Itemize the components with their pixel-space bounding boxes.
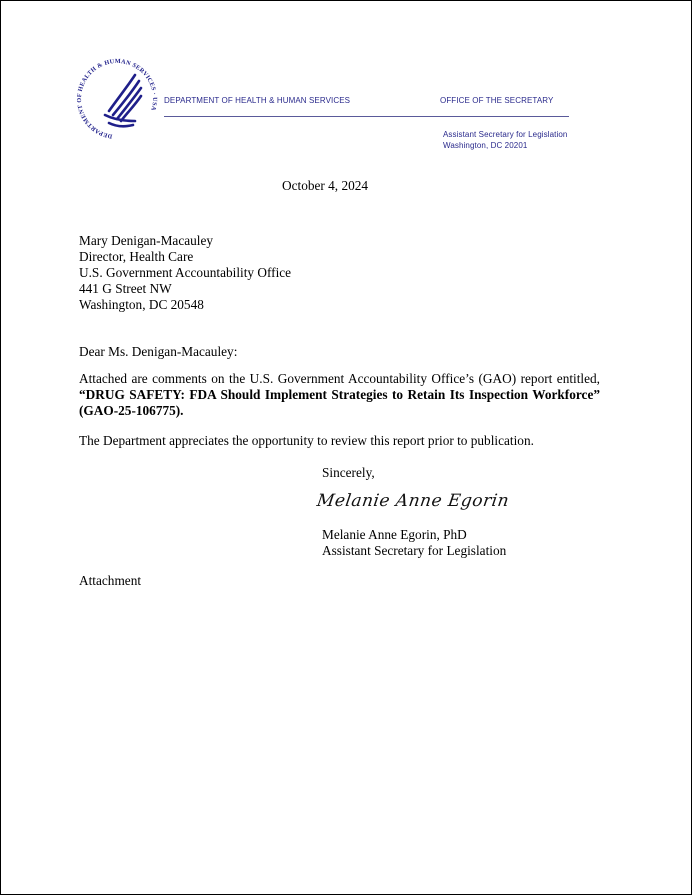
signer-block [322,527,506,559]
sub-office-block [443,129,567,151]
paragraph-intro: Attached are comments on the U.S. Government Accountability Office’s (GAO) report entitled, [79,371,600,386]
closing: Sincerely, [322,465,375,480]
report-title: “DRUG SAFETY: FDA Should Implement Strategies to Retain Its Inspection Workforce” (GAO-25-106775). [79,387,600,418]
body-paragraph-1 [79,371,600,419]
recipient-line: 441 G Street NW [79,281,172,296]
letter-date: October 4, 2024 [282,178,369,193]
letterhead-divider [164,116,569,117]
sub-office-name: Assistant Secretary for Legislation [443,130,568,139]
body-paragraph-2: The Department appreciates the opportunity to review this report prior to publication. [79,433,534,448]
recipient-line: U.S. Government Accountability Office [79,265,292,280]
sub-office-address: Washington, DC 20201 [443,141,528,150]
recipient-line: Mary Denigan-Macauley [79,233,214,248]
signer-name: Melanie Anne Egorin, PhD [322,527,467,542]
department-name: DEPARTMENT OF HEALTH & HUMAN SERVICES [164,96,351,105]
salutation: Dear Ms. Denigan-Macauley: [79,344,238,359]
seal-ring-text: DEPARTMENT OF HEALTH & HUMAN SERVICES · USA [75,57,159,140]
signer-title: Assistant Secretary for Legislation [322,543,507,558]
recipient-line: Director, Health Care [79,249,194,264]
signature: Melanie Anne Egorin [315,491,511,511]
recipient-address [79,233,291,313]
enclosure-note: Attachment [79,573,142,588]
eagle-icon [105,75,141,126]
recipient-line: Washington, DC 20548 [79,297,204,312]
hhs-seal-logo [75,55,159,143]
office-name: OFFICE OF THE SECRETARY [440,96,554,105]
